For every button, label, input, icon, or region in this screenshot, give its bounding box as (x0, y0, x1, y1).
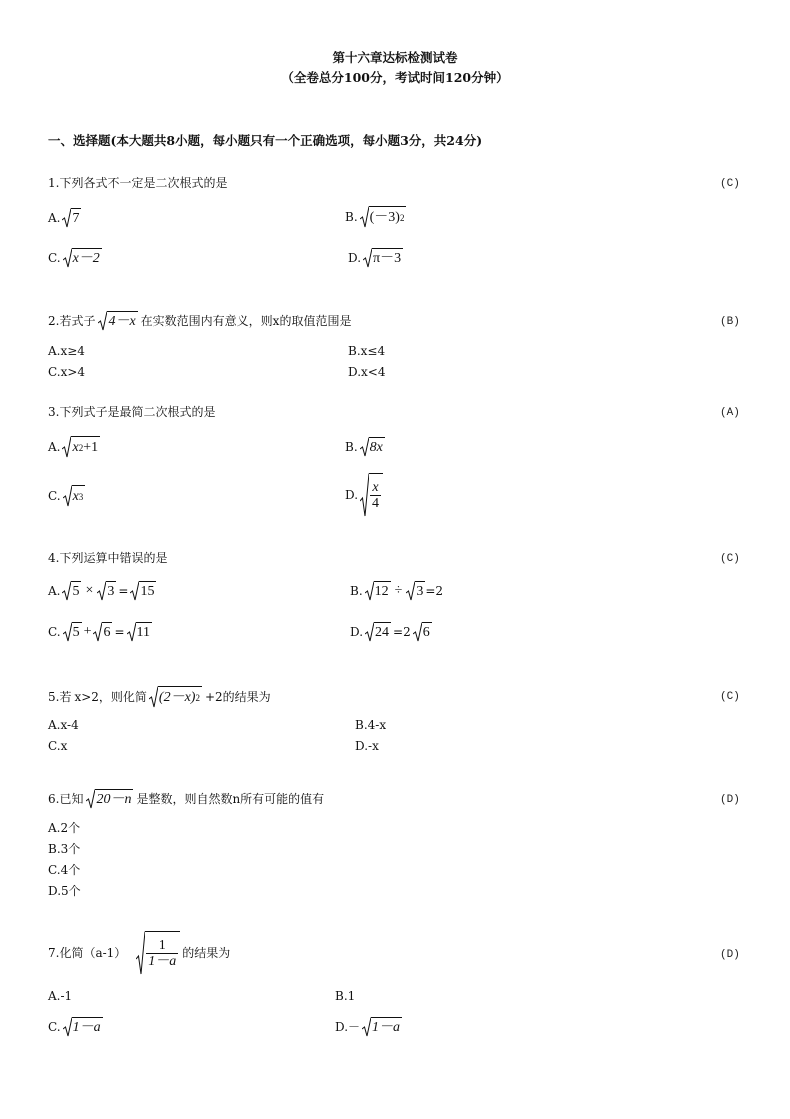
option-label: C. (48, 625, 61, 639)
radical: 15 (130, 581, 156, 601)
question-5-answer: (C) (720, 691, 740, 703)
radical: x 2 +1 (62, 436, 100, 458)
option-label: A. (48, 211, 61, 225)
question-2-stem: 2.若式子 4－x 在实数范围内有意义，则x的取值范围是 (48, 310, 351, 332)
q2-option-b: B.x≤4 (348, 344, 386, 358)
q4-option-d: D. 24 =2 6 (350, 620, 432, 644)
radical: 8x (360, 437, 385, 457)
q7-option-a: A.-1 (48, 989, 73, 1003)
radical: (－3) 2 (360, 206, 407, 228)
option-label: D.－ (335, 1020, 361, 1034)
q4-option-c: C. 5 + 6 = 11 (48, 620, 152, 644)
q4-option-b: B. 12 ÷ 3 =2 (350, 579, 443, 603)
q6-option-b: B.3个 (48, 842, 81, 856)
q1-option-b (345, 204, 406, 230)
q5-option-b: B.4-x (355, 718, 387, 732)
radical: 1－a (63, 1017, 103, 1037)
radical: 3 (97, 581, 116, 601)
radical: 1－a (362, 1017, 402, 1037)
q5-option-a: A.x-4 (48, 718, 79, 732)
question-5-stem: 5.若 x>2，则化简 (2－x) 2 +2的结果为 (48, 684, 271, 710)
radical: 24 (365, 622, 391, 642)
option-label: B. (345, 440, 358, 454)
radical: 5 (62, 581, 81, 601)
option-label: A. (48, 584, 61, 598)
option-label: D. (348, 251, 362, 265)
option-label: C. (48, 1020, 61, 1034)
q6-option-c: C.4个 (48, 863, 81, 877)
page-subtitle: （全卷总分100分，考试时间120分钟） (281, 70, 509, 85)
q6-option-a: A.2个 (48, 821, 81, 835)
radical: $\frac{1}{1-a}$ (136, 931, 180, 975)
question-1-stem: 1.下列各式不一定是二次根式的是 (48, 176, 228, 190)
option-label: D. (345, 488, 359, 502)
question-4-answer: (C) (720, 553, 740, 565)
radical: 11 (127, 622, 152, 642)
q3-option-b (345, 436, 385, 458)
q1-option-d (348, 246, 403, 270)
question-2-answer: (B) (720, 316, 740, 328)
q4-option-a: A. 5 × 3 = 15 (48, 579, 156, 603)
q1-option-c (48, 246, 102, 270)
radical: x 3 (63, 485, 86, 507)
radical: 3 (406, 581, 425, 601)
option-label: C. (48, 489, 61, 503)
question-3-stem: 3.下列式子是最简二次根式的是 (48, 405, 216, 419)
question-6-stem: 6.已知 20－n 是整数，则自然数n所有可能的值有 (48, 788, 324, 810)
q1-option-a (48, 206, 81, 230)
radical: 4－x (98, 311, 137, 331)
radical: π－3 (363, 248, 403, 268)
radical: 7 (62, 208, 81, 228)
option-label: C. (48, 251, 61, 265)
page-title: 第十六章达标检测试卷 (332, 50, 458, 65)
q2-option-a: A.x≥4 (48, 344, 85, 358)
q7-option-c (48, 1015, 103, 1039)
question-7-answer: (D) (720, 949, 740, 961)
option-label: B. (345, 210, 358, 224)
radical: 12 (365, 581, 391, 601)
radical: 6 (413, 622, 432, 642)
radical: $\frac{x}{4}$ (360, 473, 383, 517)
radical: (2－x) 2 (149, 686, 202, 708)
q7-option-b: B.1 (335, 989, 356, 1003)
option-label: D. (350, 625, 364, 639)
option-label: B. (350, 584, 363, 598)
question-7-stem: 7.化简（a-1） $\frac{1}{1-a}$ 的结果为 (48, 930, 230, 976)
q3-option-c (48, 483, 85, 509)
q6-option-d: D.5个 (48, 884, 81, 898)
radical: 5 (63, 622, 82, 642)
q2-option-d: D.x<4 (348, 365, 386, 379)
radical: 20－n (86, 789, 133, 809)
radical: x－2 (63, 248, 102, 268)
q5-option-d: D.-x (355, 739, 379, 753)
q7-option-d (335, 1015, 402, 1039)
question-6-answer: (D) (720, 794, 740, 806)
question-4-stem: 4.下列运算中错误的是 (48, 551, 168, 565)
question-3-answer: (A) (720, 407, 740, 419)
q3-option-d (345, 472, 383, 518)
option-label: A. (48, 440, 61, 454)
radical: 6 (93, 622, 112, 642)
q5-option-c: C.x (48, 739, 68, 753)
question-1-answer: (C) (720, 178, 740, 190)
q2-option-c: C.x>4 (48, 365, 86, 379)
q3-option-a (48, 434, 100, 460)
section-heading: 一、选择题(本大题共8小题，每小题只有一个正确选项，每小题3分，共24分) (48, 133, 483, 148)
